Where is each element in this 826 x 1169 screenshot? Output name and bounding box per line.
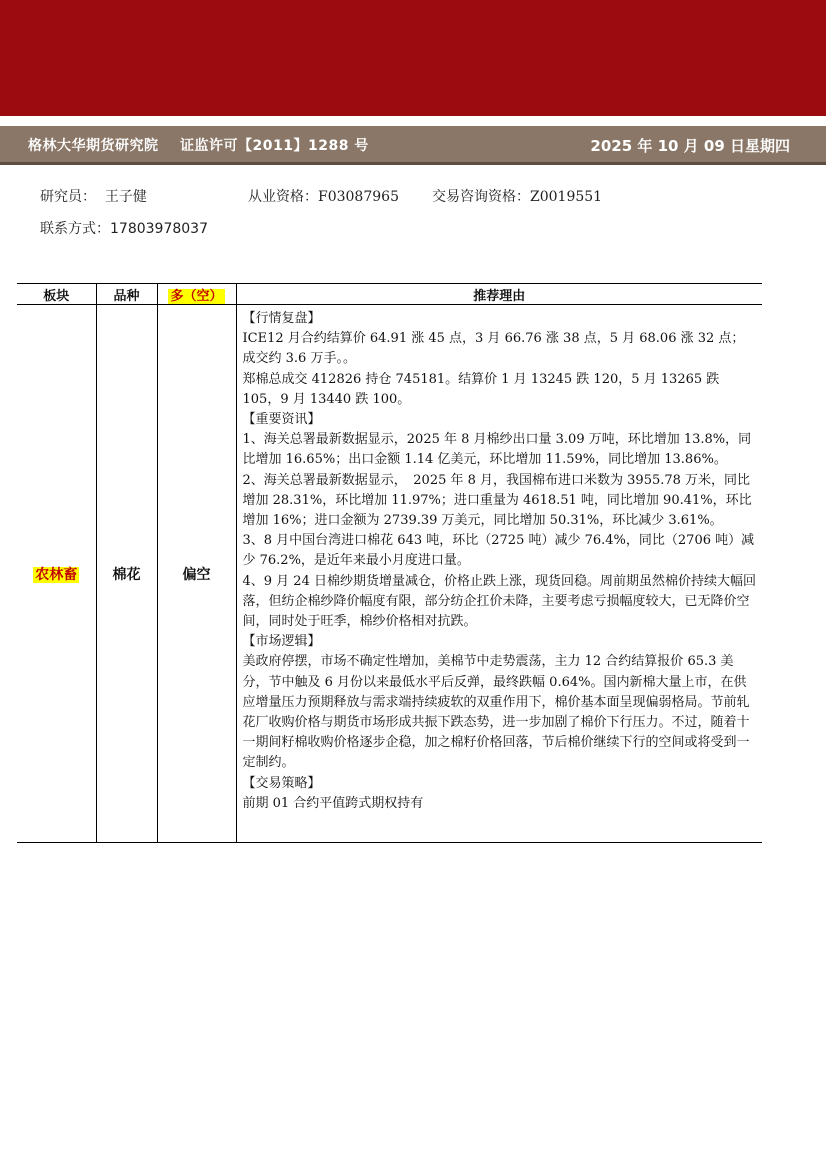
header-direction: [157, 284, 236, 305]
researcher-label: 研究员：: [40, 189, 96, 205]
org-name: 格林大华期货研究院: [28, 138, 159, 154]
reason-paragraph: 郑棉总成交 412826 持仓 745181。结算价 1 月 13245 跌 120，5 月 13265 跌 105，9 月 13440 跌 100。: [242, 371, 720, 407]
header-direction-label: 多（空）: [170, 288, 223, 304]
section-heading-news: 【重要资讯】: [242, 412, 321, 428]
table-row: [17, 305, 762, 843]
header-sector: 板块: [17, 284, 96, 305]
reason-paragraph: 4、9 月 24 日棉纱期货增量减仓，价格止跌上涨，现货回稳。周前期虽然棉价持续大幅回落，但纺企棉纱降价幅度有限，部分纺企扛价未降，主要考虑亏损幅度较大，已无降价空间，同时处于旺季，棉纱价格相对抗跌。: [242, 573, 756, 630]
recommendation-table: [17, 283, 762, 843]
reason-paragraph: 美政府停摆，市场不确定性增加，美棉节中走势震荡，主力 12 合约结算报价 65.3 美分，节中触及 6 月份以来最低水平后反弹，最终跌幅 0.64%。国内新棉大量上市，在供应增量压力预期释放与需求端持续疲软的双重作用下，棉价基本面呈现偏弱格局。节前轧花厂收购价格与期货市场形成共振下跌态势，进一步加剧了棉价下行压力。不过，随着十一期间籽棉收购价格逐步企稳，加之棉籽价格回落，节后棉价继续下行的空间或将受到一定制约。: [242, 654, 750, 771]
section-heading-logic: 【市场逻辑】: [242, 634, 321, 650]
report-date: 2025 年 10 月 09 日星期四: [590, 137, 790, 155]
researcher-name: 王子健: [104, 189, 147, 205]
header-reason: 推荐理由: [236, 284, 762, 305]
section-heading-review: 【行情复盘】: [242, 311, 321, 326]
contact-label: 联系方式：: [40, 221, 110, 237]
consult-line: [432, 186, 602, 206]
license-number: 证监许可【2011】1288 号: [180, 138, 369, 154]
qualification-label: 从业资格：: [248, 189, 318, 205]
consult-label: 交易咨询资格：: [432, 189, 530, 205]
reason-paragraph: 1、海关总署最新数据显示，2025 年 8 月棉纱出口量 3.09 万吨，环比增加 13.8%，同比增加 16.65%；出口金额 1.14 亿美元，环比增加 11.59%，同比增加 13.86%。: [242, 432, 752, 468]
section-heading-strategy: 【交易策略】: [242, 775, 321, 791]
reason-paragraph: 3、8 月中国台湾进口棉花 643 吨，环比（2725 吨）减少 76.4%，同比（2706 吨）减少 76.2%，是近年来最小月度进口量。: [242, 533, 755, 569]
qualification-number: F03087965: [318, 189, 399, 205]
header-org-license: [28, 135, 369, 155]
cell-reason: [236, 305, 762, 843]
cell-variety: 棉花: [96, 305, 157, 843]
contact-line: [40, 218, 208, 238]
contact-phone: 17803978037: [110, 221, 208, 237]
reason-paragraph: 2、海关总署最新数据显示， 2025 年 8 月，我国棉布进口米数为 3955.78 万米，同比增加 28.31%，环比增加 11.97%；进口重量为 4618.51 吨，同比增加 90.41%，环比增加 16%；进口金额为 2739.39 万美元，同比增加 50.31%，环比减少 3.61%。: [242, 472, 752, 529]
header-variety: 品种: [96, 284, 157, 305]
top-banner: [0, 0, 826, 116]
header-strip: [0, 126, 826, 165]
qualification-line: [248, 186, 399, 206]
consult-number: Z0019551: [530, 189, 603, 205]
cell-direction: 偏空: [157, 305, 236, 843]
reason-paragraph: 前期 01 合约平值跨式期权持有: [242, 795, 424, 811]
table-header-row: [17, 284, 762, 305]
reason-paragraph: ICE12 月合约结算价 64.91 涨 45 点，3 月 66.76 涨 38 点，5 月 68.06 涨 32 点；成交约 3.6 万手。。: [242, 331, 745, 367]
sector-label: 农林畜: [35, 566, 78, 583]
cell-sector: [17, 305, 96, 843]
researcher-name-line: [40, 186, 147, 206]
